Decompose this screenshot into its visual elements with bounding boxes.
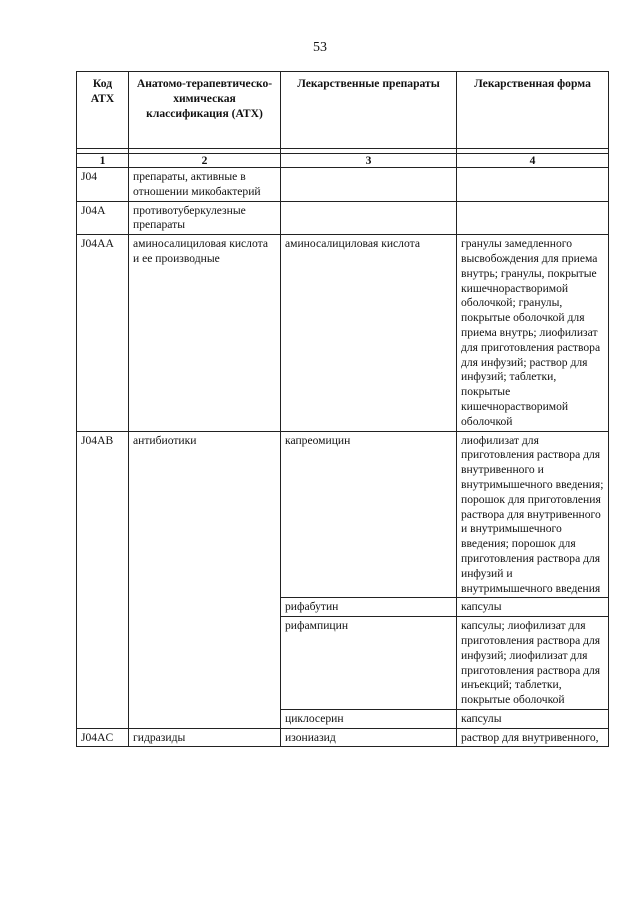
row-code-continued [77, 598, 129, 617]
column-number-2: 2 [129, 154, 281, 168]
row-atx: антибиотики [129, 431, 281, 598]
row-code: J04AA [77, 235, 129, 431]
row-form: капсулы [457, 598, 609, 617]
column-number-4: 4 [457, 154, 609, 168]
table-row [77, 617, 609, 710]
row-code: J04AC [77, 728, 129, 747]
table-row [77, 168, 609, 202]
row-drug: изониазид [281, 728, 457, 747]
table-row [77, 431, 609, 598]
row-form [457, 201, 609, 235]
row-form: капсулы; лиофилизат для приготовления раствора для инфузий; лиофилизат для приготовления раствора для инъекций; таблетки, покрытые оболочкой [457, 617, 609, 710]
row-code-continued [77, 617, 129, 710]
row-drug: циклосерин [281, 709, 457, 728]
table-row [77, 201, 609, 235]
row-code-continued [77, 709, 129, 728]
row-code: J04 [77, 168, 129, 202]
table-row [77, 728, 609, 747]
row-form: гранулы замедленного высвобождения для приема внутрь; гранулы, покрытые кишечнорастворимой оболочкой; гранулы, покрытые оболочкой для приема внутрь; лиофилизат для приготовления раствора для инфузий; раствор для инфузий; таблетки, покрытые кишечнорастворимой оболочкой [457, 235, 609, 431]
column-number-1: 1 [77, 154, 129, 168]
row-code: J04A [77, 201, 129, 235]
row-atx: препараты, активные в отношении микобактерий [129, 168, 281, 202]
row-drug [281, 168, 457, 202]
row-form [457, 168, 609, 202]
table-header-row [77, 72, 609, 149]
column-number-3: 3 [281, 154, 457, 168]
column-number-row [77, 154, 609, 168]
table-row [77, 598, 609, 617]
row-drug: капреомицин [281, 431, 457, 598]
row-code: J04AB [77, 431, 129, 598]
header-drugs: Лекарственные препараты [281, 72, 457, 149]
row-drug: аминосалициловая кислота [281, 235, 457, 431]
table-row [77, 709, 609, 728]
header-code: Код АТХ [77, 72, 129, 149]
row-form: капсулы [457, 709, 609, 728]
table-row [77, 235, 609, 431]
row-drug: рифабутин [281, 598, 457, 617]
row-atx: противотуберкулезные препараты [129, 201, 281, 235]
header-form: Лекарственная форма [457, 72, 609, 149]
row-atx-continued [129, 709, 281, 728]
page-number: 53 [313, 40, 327, 55]
row-atx: аминосалициловая кислота и ее производные [129, 235, 281, 431]
row-drug: рифампицин [281, 617, 457, 710]
row-form: лиофилизат для приготовления раствора для внутривенного и внутримышечного введения; порошок для приготовления раствора для внутривенного и внутримышечного введения; порошок для приготовления раствора для инфузий и внутримышечного введения [457, 431, 609, 598]
row-drug [281, 201, 457, 235]
row-atx: гидразиды [129, 728, 281, 747]
row-form: раствор для внутривенного, [457, 728, 609, 747]
atx-drug-table [76, 71, 609, 747]
row-atx-continued [129, 598, 281, 617]
row-atx-continued [129, 617, 281, 710]
header-atx: Анатомо-терапевтическо-химическая классификация (АТХ) [129, 72, 281, 149]
